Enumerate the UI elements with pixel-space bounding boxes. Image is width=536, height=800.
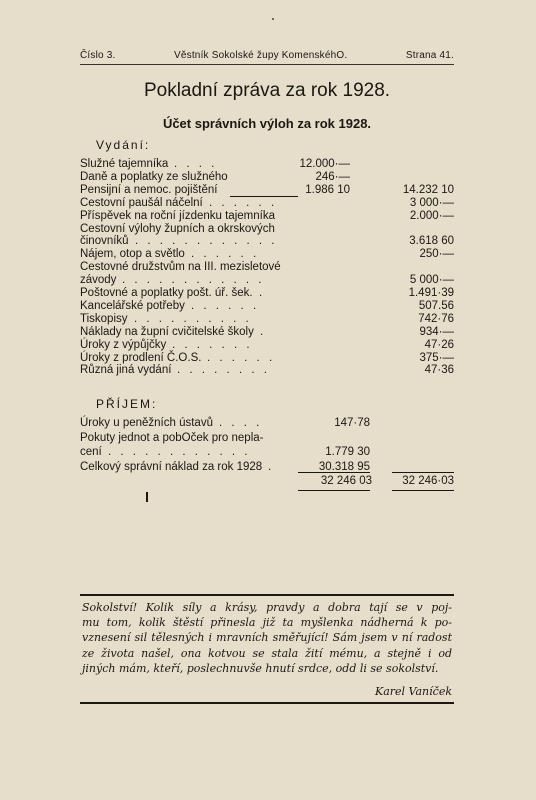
expense-amount: 250·— [419, 248, 454, 261]
leader-dots: . . . . . . [191, 299, 260, 312]
expense-subamount: 12.000·— [299, 158, 350, 170]
expense-label: Služné tajemníka [80, 158, 169, 170]
leader-dots: . . . . . . . . . . . . [108, 446, 251, 459]
sum-right: 32 246·03 [402, 475, 454, 487]
expense-amount: 3.618 60 [409, 235, 454, 248]
income-label: PŘÍJEM: [96, 397, 158, 411]
income-row [80, 432, 456, 445]
income-label-text: Úroky u peněžních ústavů [80, 417, 213, 429]
sum-left: 32 246 03 [320, 475, 372, 487]
sokol-quote [82, 600, 452, 676]
leader-dots: . [259, 287, 266, 299]
expenses-label: Vydání: [96, 138, 151, 152]
expense-label: Cestovné družstvům na III. mezisletové [80, 261, 281, 274]
expense-label: Úroky z prodlení Č.O.S. [80, 351, 202, 364]
expense-label: Poštovné a poplatky pošt. úř. šek. [80, 287, 253, 299]
expense-subamount: 1.986 10 [305, 183, 350, 196]
income-amount: 147·78 [334, 417, 370, 429]
leader-dots: . . . . [219, 417, 263, 429]
expense-label: Příspěvek na roční jízdenku tajemníka [80, 209, 275, 222]
expense-row [80, 287, 456, 300]
expense-amount: 3 000·— [409, 196, 454, 209]
expense-label: Kancelářské potřeby [80, 299, 185, 312]
leader-dots: . . . . . . . . [177, 364, 270, 377]
expense-label: Nájem, otop a světlo [80, 248, 185, 261]
expense-label: Pensijní a nemoc. pojištění [80, 183, 218, 196]
income-label-text: Pokuty jednot a pobOček pro nepla- [80, 431, 264, 444]
expense-row [80, 313, 456, 326]
expense-row [80, 171, 456, 184]
leader-dots: . . . . [174, 158, 218, 170]
leader-dots: . [268, 460, 275, 473]
income-row [80, 446, 456, 459]
expense-row [80, 158, 456, 171]
expense-subamount: 246·— [315, 170, 350, 183]
expense-label: činovníků [80, 235, 129, 248]
expense-amount: 5 000·— [409, 274, 454, 287]
quote-line: vznesení sil tělesných i mravních směřující! Sám jsem v ní radost [82, 631, 452, 645]
expense-row [80, 248, 456, 261]
issue-number: Číslo 3. [80, 50, 116, 61]
leader-dots: . . . . . . [207, 351, 276, 364]
expense-amount: 375·— [419, 351, 454, 364]
expense-row [80, 235, 456, 248]
income-amount: 30.318 95 [318, 460, 370, 473]
expense-row [80, 326, 456, 339]
expense-label: Cestovní paušál náčelní [80, 196, 203, 209]
journal-title: Věstník Sokolské župy KomenskéhO. [174, 50, 348, 61]
expense-row [80, 300, 456, 313]
expense-label: Náklady na župní cvičitelské školy [80, 325, 254, 338]
running-header [80, 50, 454, 61]
expense-label: Úroky z výpůjčky [80, 338, 167, 351]
expense-row [80, 352, 456, 365]
leader-dots: . . . . . . . [172, 338, 253, 351]
expense-row [80, 210, 456, 223]
expense-label: Daně a poplatky ze služného [80, 170, 228, 183]
expense-label: Tiskopisy [80, 312, 128, 325]
expense-amount: 507.56 [418, 299, 454, 312]
income-row [80, 417, 456, 430]
expense-row [80, 339, 456, 352]
sum-underline-left [298, 490, 370, 491]
expense-amount: 1.491·39 [408, 287, 454, 299]
leader-dots: . . . . . . . . . . . . [122, 274, 265, 287]
expense-amount: 47·36 [424, 364, 454, 377]
account-subtitle: Účet správních výloh za rok 1928. [162, 116, 372, 131]
expense-amount: 934·— [419, 325, 454, 338]
paper-speck [272, 18, 274, 20]
leader-dots: . . . . . . . . . . . . [135, 235, 278, 248]
expense-row [80, 223, 456, 236]
quote-author: Karel Vaníček [375, 685, 452, 698]
leader-dots: . [260, 325, 267, 338]
expense-amount: 47·26 [424, 338, 454, 351]
leader-dots: . . . . . . . . . . [134, 312, 252, 325]
expense-label: závody [80, 274, 117, 287]
quote-line: ze života našel, ona kotvou se stala žití mému, a stejně i od [82, 646, 452, 660]
expense-row [80, 364, 456, 377]
expense-amount: 2.000·— [409, 209, 454, 222]
quote-line: Sokolství! Kolik síly a krásy, pravdy a dobra tají se v poj- [82, 601, 452, 614]
sum-row [80, 475, 456, 488]
quote-line: jiných mám, kteří, poslechnuvše hnutí srdce, odd li se sokolství. [82, 661, 439, 675]
income-label-text: Celkový správní náklad za rok 1928 [80, 460, 263, 473]
sum-underline-right [392, 490, 454, 491]
header-rule [80, 64, 454, 65]
income-amount: 1.779 30 [325, 446, 370, 459]
page-title: Pokladní zpráva za rok 1928. [143, 80, 391, 101]
subtotal-rule [230, 196, 298, 197]
quote-top-rule [80, 594, 454, 596]
margin-mark [146, 492, 148, 502]
expense-amount: 742·76 [418, 312, 454, 325]
page-number: Strana 41. [405, 50, 454, 61]
expense-row [80, 197, 456, 210]
expense-amount: 14.232 10 [402, 183, 454, 196]
quote-bottom-rule [80, 702, 454, 704]
sum-rule-left [298, 472, 370, 473]
leader-dots: . . . . . . [191, 248, 260, 261]
expense-row [80, 261, 456, 274]
expense-label: Různá jiná vydání [80, 364, 172, 377]
expense-row [80, 274, 456, 287]
income-label-text: cení [80, 446, 102, 459]
quote-line: mu tom, kolik štěstí přinesla již ta myšlenka nádherná k po- [82, 616, 452, 630]
leader-dots: . . . . . . [209, 196, 278, 209]
expense-label: Cestovní výlohy župních a okrskových [80, 222, 275, 235]
sum-rule-right [392, 472, 454, 473]
